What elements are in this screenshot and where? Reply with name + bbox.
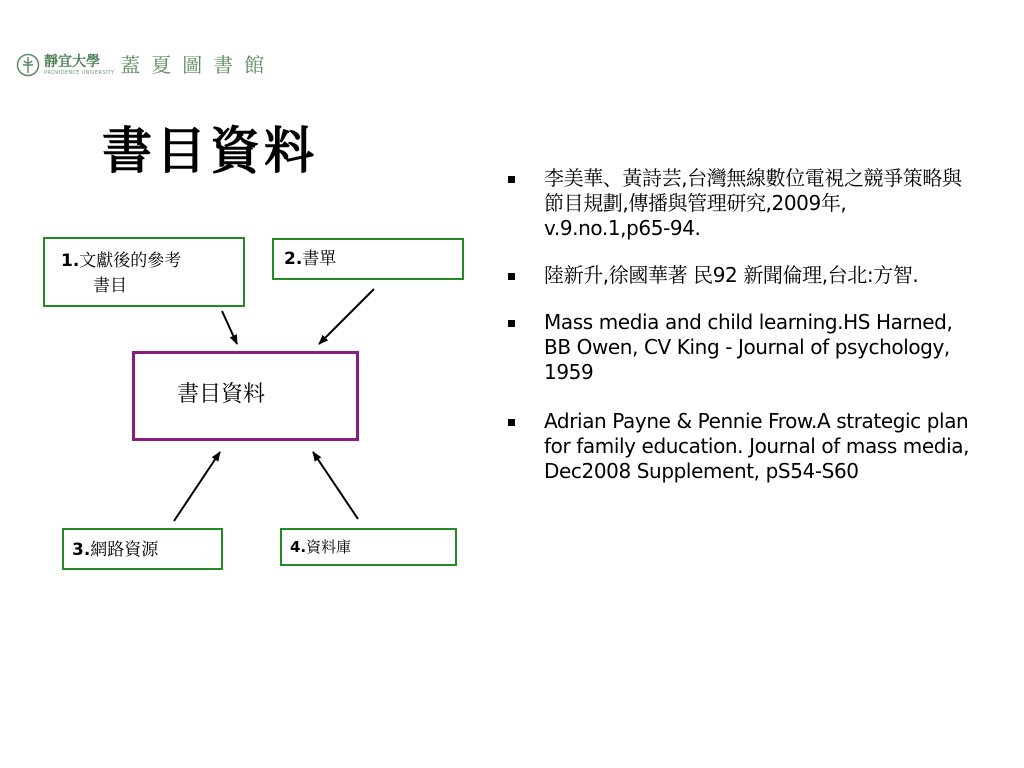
source-label: 文獻後的參考 bbox=[79, 251, 182, 271]
arrow-box4-to-center bbox=[313, 452, 358, 519]
center-box-bibliography bbox=[132, 351, 359, 441]
arrow-box2-to-center bbox=[319, 289, 374, 344]
university-emblem-icon bbox=[16, 53, 40, 77]
source-number: 4. bbox=[290, 538, 307, 556]
university-name: 靜宜大學 bbox=[44, 53, 100, 70]
square-bullet-icon bbox=[508, 176, 515, 183]
slide-title: 書目資料 bbox=[102, 121, 318, 180]
arrow-box1-to-center bbox=[222, 311, 237, 344]
reference-list bbox=[508, 166, 978, 484]
reference-text: Mass media and child learning.HS Harned, BB Owen, CV King - Journal of psychology, 1959 bbox=[544, 310, 953, 384]
source-box-references bbox=[43, 237, 245, 307]
source-number: 2. bbox=[284, 249, 303, 269]
reference-item bbox=[508, 263, 978, 288]
reference-text: Adrian Payne & Pennie Frow.A strategic plan for family education. Journal of mass media, Dec2008 Supplement, pS54-S60 bbox=[544, 409, 970, 483]
square-bullet-icon bbox=[508, 419, 515, 426]
reference-item bbox=[508, 409, 978, 484]
reference-text: 李美華、黃詩芸,台灣無線數位電視之競爭策略與節目規劃,傳播與管理研究,2009年, v.9.no.1,p65-94. bbox=[544, 166, 962, 240]
library-name: 蓋夏圖書館 bbox=[120, 53, 276, 77]
square-bullet-icon bbox=[508, 320, 515, 327]
source-box-database bbox=[280, 528, 457, 566]
source-label: 資料庫 bbox=[306, 538, 352, 556]
source-label-line2: 書目 bbox=[93, 276, 127, 296]
university-wordmark bbox=[44, 55, 114, 76]
reference-item bbox=[508, 310, 978, 385]
reference-item bbox=[508, 166, 978, 241]
source-number: 1. bbox=[61, 251, 80, 271]
arrow-box3-to-center bbox=[174, 452, 220, 521]
library-logo bbox=[16, 50, 275, 80]
source-box-web-resources bbox=[62, 528, 223, 570]
reference-text: 陸新升,徐國華著 民92 新聞倫理,台北:方智. bbox=[544, 263, 919, 287]
source-label: 網路資源 bbox=[90, 540, 159, 560]
square-bullet-icon bbox=[508, 273, 515, 280]
source-label: 書單 bbox=[302, 249, 337, 269]
university-name-en: PROVIDENCE UNIVERSITY bbox=[44, 69, 115, 76]
source-number: 3. bbox=[72, 540, 91, 560]
center-label: 書目資料 bbox=[177, 382, 266, 407]
source-box-booklist bbox=[272, 238, 464, 280]
